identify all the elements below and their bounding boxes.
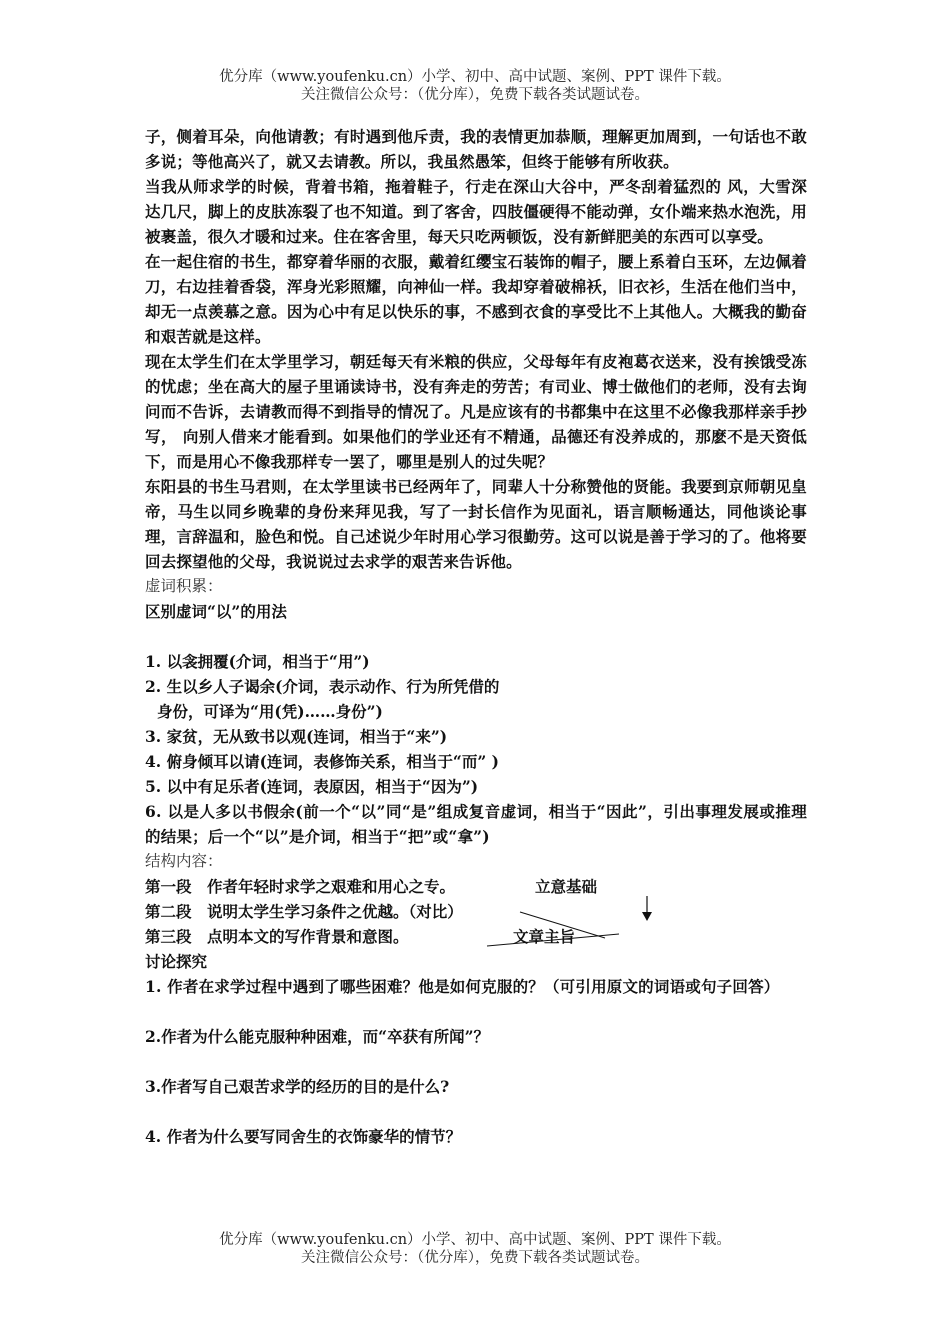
label-theme: 文章主旨 [513,927,576,946]
structure-heading: 结构内容： [145,852,223,870]
discussion-heading: 讨论探究 [145,952,208,971]
label-basis: 立意基础 [535,877,598,896]
usage-item: 6. 以是人多以书假余(前一个“以”同“是”组成复音虚词，相当于“因此”，引出事理发展或推理的结果；后一个“以”是介词，相当于“把”或“拿”) [145,802,807,846]
arrowhead-icon [642,912,652,921]
footer-line-2: 关注微信公众号：（优分库），免费下载各类试题试卷。 [301,1250,649,1266]
question: 1. 作者在求学过程中遇到了哪些困难？他是如何克服的？（可引用原文的词语或句子回答） [145,977,780,996]
function-words-subheading: 区别虚词“以”的用法 [145,602,287,621]
structure-row-2: 第二段 说明太学生学习条件之优越。（对比） [145,902,463,921]
usage-item: 4. 俯身倾耳以请(连词，表修饰关系，相当于“而” ) [145,752,499,771]
usage-item: 2. 生以乡人子谒余(介词，表示动作、行为所凭借的 [145,677,500,696]
connector-line [487,934,619,946]
paragraph: 当我从师求学的时候，背着书箱，拖着鞋子，行走在深山大谷中，严冬刮着猛烈的 风，大雪深达几尺，脚上的皮肤冻裂了也不知道。到了客舍，四肢僵硬得不能动弹，女仆端来热水泡洗，用被裹盖，很久才暖和过来。住在客舍里，每天只吃两顿饭，没有新鲜肥美的东西可以享受。 [145,177,807,246]
usage-item: 3. 家贫，无从致书以观(连词，相当于“来”) [145,727,448,746]
connector-line [520,912,605,938]
paragraph: 现在太学生们在太学里学习，朝廷每天有米粮的供应，父母每年有皮袍葛衣送来，没有挨饿受冻的忧虑；坐在高大的屋子里诵读诗书，没有奔走的劳苦；有司业、博士做他们的老师，没有去询问而不告诉，去请教而得不到指导的情况了。凡是应该有的书都集中在这里不必像我那样亲手抄写， 向别人借来才能看到。如果他们的学业还有不精通，品德还有没养成的，那麽不是天资低下，而是用心不像我那样专一罢了，哪里是别人的过失呢？ [145,352,807,471]
usage-item-continuation: 身份，可译为“用(凭)……身份”) [157,702,383,721]
structure-diagram [145,874,807,949]
document-body [145,124,807,1149]
page-footer [0,1231,950,1267]
question: 3.作者写自己艰苦求学的经历的目的是什么? [145,1077,450,1096]
paragraph: 东阳县的书生马君则，在太学里读书已经两年了，同辈人十分称赞他的贤能。我要到京师朝见皇帝，马生以同乡晚辈的身份来拜见我，写了一封长信作为见面礼，语言顺畅通达，同他谈论事理，言辞温和，脸色和悦。自己述说少年时用心学习很勤劳。这可以说是善于学习的了。他将要回去探望他的父母，我说说过去求学的艰苦来告诉他。 [145,477,807,571]
function-words-heading: 虚词积累： [145,577,223,595]
page-header [0,68,950,104]
usage-item: 5. 以中有足乐者(连词，表原因，相当于“因为”) [145,777,479,796]
usage-item: 1. 以衾拥覆(介词，相当于“用”) [145,652,370,671]
structure-row-1: 第一段 作者年轻时求学之艰难和用心之专。 [145,877,456,896]
structure-connector-lines [145,874,807,949]
question: 4. 作者为什么要写同舍生的衣饰豪华的情节？ [145,1127,462,1146]
question: 2.作者为什么能克服种种困难，而“卒获有所闻”？ [145,1027,490,1046]
header-line-2: 关注微信公众号：（优分库），免费下载各类试题试卷。 [301,87,649,103]
header-line-1: 优分库（www.youfenku.cn）小学、初中、高中试题、案例、PPT 课件下载。 [219,69,731,85]
footer-line-1: 优分库（www.youfenku.cn）小学、初中、高中试题、案例、PPT 课件下载。 [219,1232,731,1248]
paragraph: 在一起住宿的书生，都穿着华丽的衣服，戴着红缨宝石装饰的帽子，腰上系着白玉环，左边佩着刀，右边挂着香袋，浑身光彩照耀，向神仙一样。我却穿着破棉袄，旧衣衫，生活在他们当中，却无一点羡慕之意。因为心中有足以快乐的事，不感到衣食的享受比不上其他人。大概我的勤奋和艰苦就是这样。 [145,252,807,346]
paragraph: 子，侧着耳朵，向他请教；有时遇到他斥责，我的表情更加恭顺，理解更加周到，一句话也不敢多说；等他高兴了，就又去请教。所以，我虽然愚笨，但终于能够有所收获。 [145,127,807,171]
structure-row-3: 第三段 点明本文的写作背景和意图。 [145,927,409,946]
